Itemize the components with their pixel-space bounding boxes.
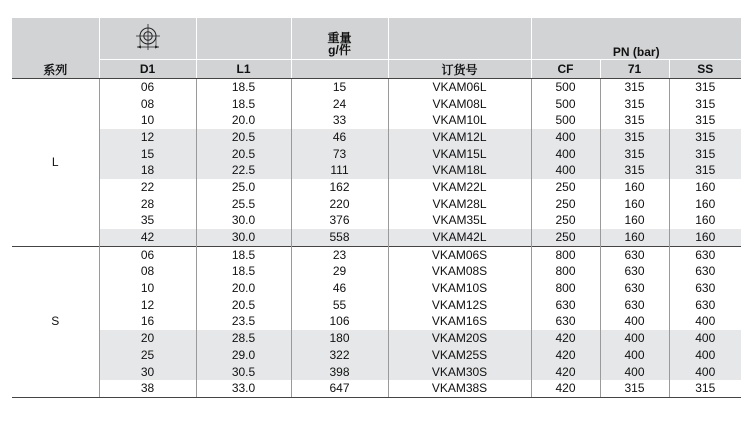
cell-ss: 400 bbox=[669, 364, 741, 381]
cell-d1: 15 bbox=[99, 146, 196, 163]
header-weight-line2: g/件 bbox=[328, 43, 351, 57]
table-row bbox=[12, 330, 741, 347]
cell-p71: 315 bbox=[600, 112, 669, 129]
header-weight bbox=[291, 18, 388, 60]
cell-weight: 15 bbox=[291, 79, 388, 96]
cell-p71: 400 bbox=[600, 347, 669, 364]
table-row bbox=[12, 347, 741, 364]
cell-ss: 160 bbox=[669, 229, 741, 246]
cell-ss: 630 bbox=[695, 297, 716, 312]
table-row bbox=[12, 364, 741, 381]
cell-order-no: VKAM20S bbox=[388, 330, 531, 347]
header-71: 71 bbox=[600, 60, 669, 79]
cell-d1: 38 bbox=[99, 380, 196, 397]
cell-cf: 800 bbox=[531, 246, 600, 263]
table-header bbox=[12, 18, 741, 79]
cell-l1: 20.5 bbox=[196, 129, 291, 146]
cell-cf: 630 bbox=[531, 297, 600, 314]
cell-weight: 376 bbox=[291, 213, 388, 230]
cell-ss: 160 bbox=[695, 213, 716, 228]
header-cf: CF bbox=[531, 60, 600, 79]
cell-cf: 500 bbox=[531, 79, 600, 96]
cell-cf: 420 bbox=[531, 364, 600, 381]
cell-d1: 22 bbox=[99, 179, 196, 196]
cell-l1: 29.0 bbox=[196, 347, 291, 364]
table-row bbox=[12, 229, 741, 246]
cell-d1: 30 bbox=[99, 364, 196, 381]
cell-weight: 55 bbox=[291, 297, 388, 314]
table-row bbox=[12, 196, 741, 213]
cell-d1: 06 bbox=[99, 79, 196, 96]
cell-p71: 400 bbox=[600, 364, 669, 381]
cell-cf: 250 bbox=[531, 213, 600, 230]
cell-weight: 220 bbox=[291, 196, 388, 213]
table-row bbox=[12, 146, 741, 163]
cell-weight: 558 bbox=[291, 229, 388, 246]
table-row bbox=[12, 79, 741, 96]
cell-weight: 106 bbox=[291, 314, 388, 331]
cell-cf: 250 bbox=[531, 196, 600, 213]
cell-p71: 315 bbox=[600, 96, 669, 113]
cell-order-no: VKAM10S bbox=[388, 280, 531, 297]
cell-l1: 20.5 bbox=[196, 146, 291, 163]
cell-d1: 12 bbox=[99, 297, 196, 314]
cell-ss: 630 bbox=[669, 246, 741, 263]
cell-ss: 400 bbox=[669, 330, 741, 347]
cell-d1: 10 bbox=[99, 112, 196, 129]
cell-order-no: VKAM12L bbox=[388, 129, 531, 146]
cell-l1: 22.5 bbox=[196, 162, 291, 179]
cell-order-no: VKAM12S bbox=[388, 297, 531, 314]
cell-p71: 630 bbox=[600, 246, 669, 263]
cell-order-no: VKAM15L bbox=[388, 146, 531, 163]
cell-weight: 33 bbox=[291, 112, 388, 129]
table-row bbox=[12, 264, 741, 281]
cell-p71: 315 bbox=[600, 146, 669, 163]
cell-order-no: VKAM06S bbox=[388, 246, 531, 263]
header-weight-line1: 重量 bbox=[327, 31, 352, 45]
cell-weight: 24 bbox=[291, 96, 388, 113]
header-ss: SS bbox=[669, 60, 741, 79]
cell-p71: 315 bbox=[600, 79, 669, 96]
cell-cf: 800 bbox=[531, 264, 600, 281]
cell-p71: 630 bbox=[600, 297, 669, 314]
cell-cf: 250 bbox=[531, 229, 600, 246]
cell-ss: 400 bbox=[695, 314, 716, 329]
table-row bbox=[12, 314, 741, 331]
cell-l1: 18.5 bbox=[196, 96, 291, 113]
table-row bbox=[12, 96, 741, 113]
cell-cf: 400 bbox=[531, 162, 600, 179]
cell-l1: 30.5 bbox=[196, 364, 291, 381]
cell-cf: 400 bbox=[531, 129, 600, 146]
cell-ss: 160 bbox=[695, 179, 716, 194]
header-order-no: 订货号 bbox=[388, 60, 531, 79]
cell-p71: 400 bbox=[600, 314, 669, 331]
cell-order-no: VKAM30S bbox=[388, 364, 531, 381]
cell-weight: 46 bbox=[291, 280, 388, 297]
table-row bbox=[12, 112, 741, 129]
cell-cf: 420 bbox=[531, 330, 600, 347]
cell-p71: 160 bbox=[600, 179, 669, 196]
cell-l1: 20.5 bbox=[196, 297, 291, 314]
cell-ss: 630 bbox=[695, 264, 716, 279]
header-l1-top bbox=[196, 18, 291, 60]
cell-l1: 18.5 bbox=[196, 264, 291, 281]
cell-d1: 08 bbox=[99, 264, 196, 281]
cell-ss: 160 bbox=[695, 196, 716, 211]
cell-order-no: VKAM06L bbox=[388, 79, 531, 96]
cell-cf: 800 bbox=[531, 280, 600, 297]
cell-ss: 315 bbox=[695, 96, 716, 111]
cell-p71: 315 bbox=[600, 129, 669, 146]
cell-order-no: VKAM10L bbox=[388, 112, 531, 129]
cell-weight: 73 bbox=[291, 146, 388, 163]
table-row bbox=[12, 179, 741, 196]
cell-weight: 180 bbox=[291, 330, 388, 347]
cell-l1: 18.5 bbox=[196, 79, 291, 96]
cell-l1: 20.0 bbox=[196, 112, 291, 129]
header-weight-spacer bbox=[291, 60, 388, 79]
cell-l1: 25.0 bbox=[196, 179, 291, 196]
cell-l1: 25.5 bbox=[196, 196, 291, 213]
cell-ss: 315 bbox=[669, 162, 741, 179]
cell-p71: 315 bbox=[600, 162, 669, 179]
spec-table bbox=[12, 18, 741, 398]
cell-ss: 315 bbox=[669, 146, 741, 163]
table-row bbox=[12, 297, 741, 314]
cell-cf: 630 bbox=[531, 314, 600, 331]
cell-p71: 160 bbox=[600, 196, 669, 213]
cell-d1: 08 bbox=[99, 96, 196, 113]
cell-p71: 160 bbox=[600, 213, 669, 230]
cell-order-no: VKAM18L bbox=[388, 162, 531, 179]
cell-l1: 30.0 bbox=[196, 229, 291, 246]
table-row bbox=[12, 246, 741, 263]
header-d1: D1 bbox=[99, 60, 196, 79]
cell-d1: 16 bbox=[99, 314, 196, 331]
cell-l1: 28.5 bbox=[196, 330, 291, 347]
table-body bbox=[12, 79, 741, 398]
header-l1: L1 bbox=[196, 60, 291, 79]
table-row bbox=[12, 162, 741, 179]
fitting-cross-section-icon bbox=[133, 23, 163, 51]
cell-p71: 400 bbox=[600, 330, 669, 347]
cell-cf: 400 bbox=[531, 146, 600, 163]
cell-l1: 30.0 bbox=[196, 213, 291, 230]
cell-weight: 46 bbox=[291, 129, 388, 146]
cell-cf: 250 bbox=[531, 179, 600, 196]
header-d1-icon-cell bbox=[99, 18, 196, 60]
cell-d1: 20 bbox=[99, 330, 196, 347]
cell-l1: 18.5 bbox=[196, 246, 291, 263]
series-label: L bbox=[12, 79, 99, 247]
cell-d1: 42 bbox=[99, 229, 196, 246]
cell-d1: 10 bbox=[99, 280, 196, 297]
cell-l1: 23.5 bbox=[196, 314, 291, 331]
cell-cf: 420 bbox=[531, 347, 600, 364]
cell-order-no: VKAM08S bbox=[388, 264, 531, 281]
cell-l1: 20.0 bbox=[196, 280, 291, 297]
cell-order-no: VKAM38S bbox=[388, 380, 531, 397]
cell-weight: 398 bbox=[291, 364, 388, 381]
cell-order-no: VKAM28L bbox=[388, 196, 531, 213]
table-row bbox=[12, 129, 741, 146]
cell-ss: 630 bbox=[695, 281, 716, 296]
cell-weight: 111 bbox=[291, 162, 388, 179]
cell-weight: 322 bbox=[291, 347, 388, 364]
table-row bbox=[12, 380, 741, 397]
cell-ss: 315 bbox=[669, 79, 741, 96]
header-order-top bbox=[388, 18, 531, 60]
cell-cf: 420 bbox=[531, 380, 600, 397]
cell-ss: 315 bbox=[669, 129, 741, 146]
cell-weight: 29 bbox=[291, 264, 388, 281]
cell-d1: 25 bbox=[99, 347, 196, 364]
cell-order-no: VKAM16S bbox=[388, 314, 531, 331]
cell-p71: 160 bbox=[600, 229, 669, 246]
header-series: 系列 bbox=[12, 18, 99, 79]
cell-order-no: VKAM08L bbox=[388, 96, 531, 113]
header-pn: PN (bar) bbox=[531, 18, 741, 60]
cell-l1: 33.0 bbox=[196, 380, 291, 397]
cell-d1: 12 bbox=[99, 129, 196, 146]
cell-p71: 630 bbox=[600, 264, 669, 281]
table-row bbox=[12, 213, 741, 230]
cell-cf: 500 bbox=[531, 96, 600, 113]
cell-order-no: VKAM22L bbox=[388, 179, 531, 196]
cell-d1: 28 bbox=[99, 196, 196, 213]
cell-p71: 630 bbox=[600, 280, 669, 297]
cell-cf: 500 bbox=[531, 112, 600, 129]
cell-d1: 06 bbox=[99, 246, 196, 263]
cell-order-no: VKAM25S bbox=[388, 347, 531, 364]
cell-order-no: VKAM35L bbox=[388, 213, 531, 230]
table-row bbox=[12, 280, 741, 297]
cell-weight: 23 bbox=[291, 246, 388, 263]
cell-ss: 400 bbox=[669, 347, 741, 364]
cell-ss: 315 bbox=[669, 380, 741, 397]
cell-weight: 162 bbox=[291, 179, 388, 196]
cell-order-no: VKAM42L bbox=[388, 229, 531, 246]
cell-ss: 315 bbox=[695, 113, 716, 128]
cell-d1: 18 bbox=[99, 162, 196, 179]
series-label: S bbox=[12, 246, 99, 397]
cell-weight: 647 bbox=[291, 380, 388, 397]
cell-p71: 315 bbox=[600, 380, 669, 397]
cell-d1: 35 bbox=[99, 213, 196, 230]
